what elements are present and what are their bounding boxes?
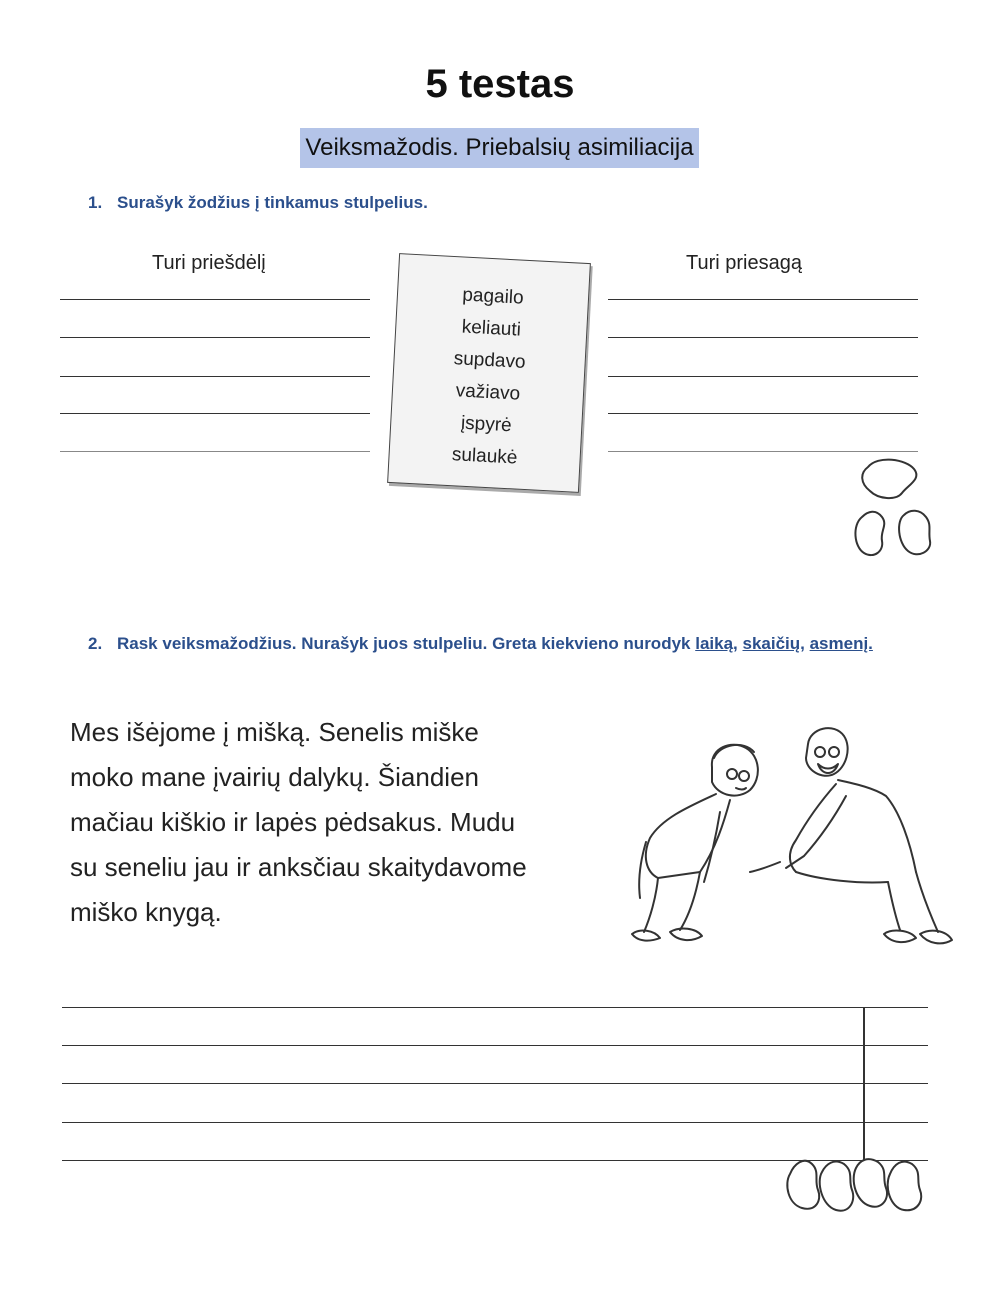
answer-grid-line[interactable] xyxy=(62,1122,928,1123)
term-separator: , xyxy=(733,634,743,653)
beans-decoration-bottom xyxy=(782,1148,932,1218)
story-line: su seneliu jau ir anksčiau skaitydavome xyxy=(70,852,527,882)
left-answer-line[interactable] xyxy=(60,413,370,414)
left-column-heading: Turi priešdėlį xyxy=(152,252,266,274)
boy-and-grandfather-illustration xyxy=(620,722,960,957)
left-answer-line[interactable] xyxy=(60,337,370,338)
task-2-instruction xyxy=(0,627,1000,697)
term-time: laiką xyxy=(695,634,734,653)
word-item[interactable]: važiavo xyxy=(455,380,521,405)
page-title: 5 testas xyxy=(425,62,575,106)
beans-decoration xyxy=(848,455,943,565)
term-separator: , xyxy=(800,634,810,653)
right-answer-line[interactable] xyxy=(608,376,918,377)
term-person: asmenį. xyxy=(809,634,873,653)
right-answer-line[interactable] xyxy=(608,451,918,452)
story-line: mačiau kiškio ir lapės pėdsakus. Mudu xyxy=(70,807,516,837)
term-number: skaičių xyxy=(742,634,801,653)
left-answer-line[interactable] xyxy=(60,451,370,452)
answer-grid-line[interactable] xyxy=(62,1045,928,1046)
right-column-heading: Turi priesagą xyxy=(686,252,802,274)
word-list xyxy=(389,254,590,478)
word-item[interactable]: keliauti xyxy=(461,316,522,341)
word-item[interactable]: pagailo xyxy=(461,284,525,309)
left-answer-line[interactable] xyxy=(60,376,370,377)
story-line: moko mane įvairių dalykų. Šiandien xyxy=(70,762,479,792)
story-line: miško knygą. xyxy=(70,897,222,927)
word-item[interactable]: įspyrė xyxy=(460,412,513,437)
page-subtitle: Veiksmažodis. Priebalsių asimiliacija xyxy=(300,128,699,168)
task-2-text xyxy=(117,627,939,660)
story-text xyxy=(70,710,610,935)
task-2-number: 2. xyxy=(88,634,103,653)
task-1-number: 1. xyxy=(88,193,103,212)
right-answer-line[interactable] xyxy=(608,337,918,338)
left-answer-line[interactable] xyxy=(60,299,370,300)
task-1-text: Surašyk žodžius į tinkamus stulpelius. xyxy=(117,193,428,212)
right-answer-line[interactable] xyxy=(608,413,918,414)
word-item[interactable]: sulaukė xyxy=(451,444,518,469)
task-2-text-start: Rask veiksmažodžius. Nurašyk juos stulpeliu. Greta kiekvieno nurodyk xyxy=(117,634,696,653)
right-answer-line[interactable] xyxy=(608,299,918,300)
answer-grid-line[interactable] xyxy=(62,1083,928,1084)
word-card xyxy=(387,253,591,493)
answer-grid-line[interactable] xyxy=(62,1007,928,1008)
story-line: Mes išėjome į mišką. Senelis miške xyxy=(70,717,479,747)
word-item[interactable]: supdavo xyxy=(453,348,527,373)
